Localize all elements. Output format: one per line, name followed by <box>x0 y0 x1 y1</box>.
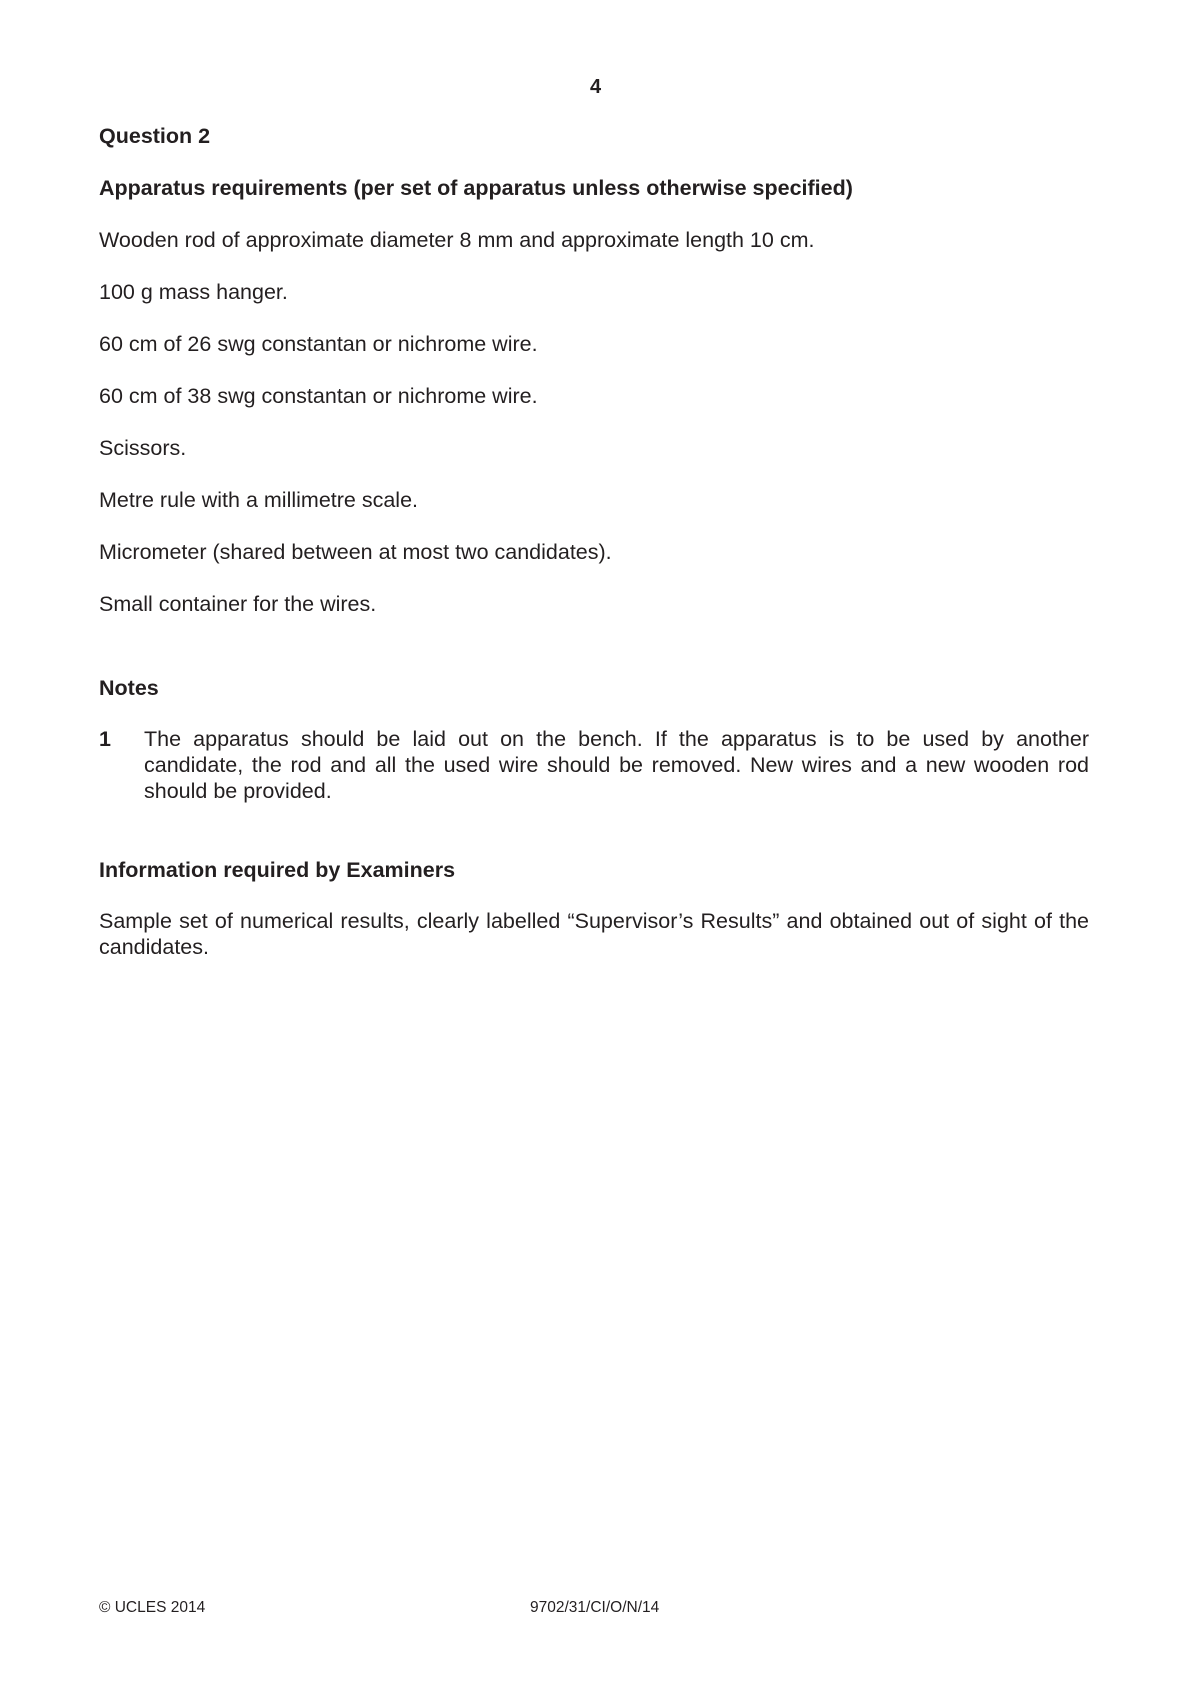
apparatus-item: 100 g mass hanger. <box>99 280 288 304</box>
apparatus-item: Wooden rod of approximate diameter 8 mm and approximate length 10 cm. <box>99 228 815 252</box>
page-number: 4 <box>589 76 602 98</box>
footer-copyright: © UCLES 2014 <box>99 1599 206 1616</box>
note-item <box>99 726 1089 804</box>
apparatus-item: Metre rule with a millimetre scale. <box>99 488 419 512</box>
apparatus-item: 60 cm of 26 swg constantan or nichrome wire. <box>99 332 538 356</box>
apparatus-list <box>99 226 1089 618</box>
note-text: The apparatus should be laid out on the bench. If the apparatus is to be used by another candidate, the rod and all the used wire should be removed. New wires and a new wooden rod should be provided. <box>144 727 1089 803</box>
info-text: Sample set of numerical results, clearly labelled “Supervisor’s Results” and obtained out of sight of the candidates. <box>99 909 1089 959</box>
apparatus-item: Scissors. <box>99 436 187 460</box>
apparatus-heading: Apparatus requirements (per set of apparatus unless otherwise specified) <box>99 176 853 200</box>
apparatus-item: 60 cm of 38 swg constantan or nichrome wire. <box>99 384 538 408</box>
question-title: Question 2 <box>99 124 211 148</box>
apparatus-item: Small container for the wires. <box>99 592 377 616</box>
document-body <box>99 122 1089 960</box>
apparatus-item: Micrometer (shared between at most two candidates). <box>99 540 612 564</box>
footer-code: 9702/31/CI/O/N/14 <box>530 1599 660 1616</box>
note-number: 1 <box>99 727 111 751</box>
notes-heading: Notes <box>99 676 159 700</box>
info-heading: Information required by Examiners <box>99 858 456 882</box>
